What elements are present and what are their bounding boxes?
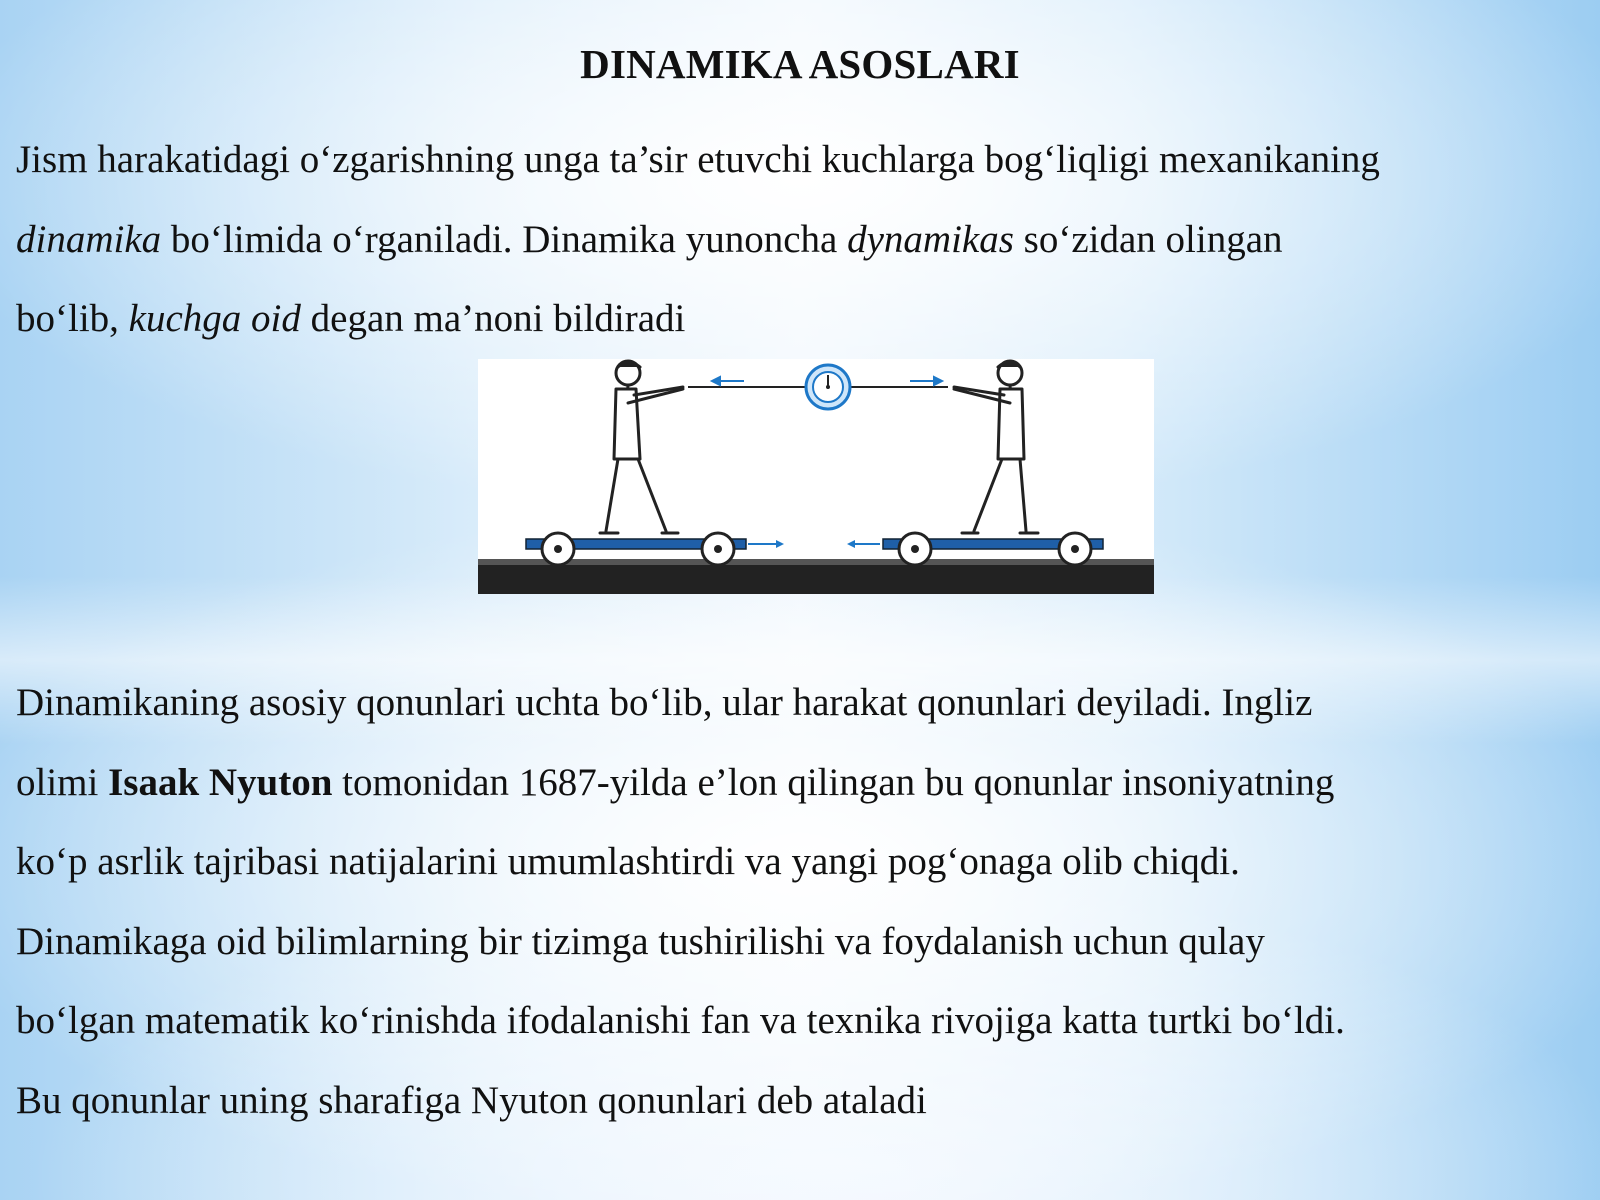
term-kuchga-oid: kuchga oid — [128, 297, 301, 340]
dynamometer-icon — [806, 365, 850, 409]
newton-line-1: Dinamikaning asosiy qonunlari uchta bo‘lib, ular harakat qonunlari deyiladi. Ingliz — [16, 681, 1313, 724]
newton-line-5: bo‘lgan matematik ko‘rinishda ifodalanishi fan va texnika rivojiga katta turtki bo‘ldi. — [16, 999, 1345, 1042]
arrow-left-icon — [712, 377, 720, 385]
name-isaak-nyuton: Isaak Nyuton — [108, 760, 333, 804]
intro-line-1: Jism harakatidagi o‘zgarishning unga ta’sir etuvchi kuchlarga bog‘liqligi mexanikaning — [16, 138, 1380, 181]
newton-line-6: Bu qonunlar uning sharafiga Nyuton qonunlari deb ataladi — [16, 1078, 927, 1122]
intro-line-2: dinamika bo‘limida o‘rganiladi. Dinamika yunoncha dynamikas so‘zidan olingan — [16, 217, 1283, 261]
intro-line-3: bo‘lib, kuchga oid degan ma’noni bildiradi — [16, 297, 686, 340]
ground — [478, 564, 1154, 594]
two-people-on-carts-pulling-rope-icon — [478, 359, 1154, 594]
newton-laws-paragraph — [16, 663, 1586, 1140]
term-dynamikas: dynamikas — [847, 217, 1014, 261]
page-title: DINAMIKA ASOSLARI — [580, 41, 1020, 87]
intro-paragraph — [16, 120, 1586, 359]
arrow-right-icon — [934, 377, 942, 385]
term-dinamika: dinamika — [16, 217, 162, 261]
left-person-icon — [600, 361, 683, 533]
newton-line-2: olimi Isaak Nyuton tomonidan 1687-yilda e’lon qilingan bu qonunlar insoniyatning — [16, 760, 1335, 804]
carts-rope-illustration — [478, 359, 1154, 594]
newton-line-3: ko‘p asrlik tajribasi natijalarini umumlashtirdi va yangi pog‘onaga olib chiqdi. — [16, 840, 1240, 883]
newton-line-4: Dinamikaga oid bilimlarning bir tizimga tushirilishi va foydalanish uchun qulay — [16, 919, 1265, 963]
right-person-icon — [954, 361, 1038, 533]
